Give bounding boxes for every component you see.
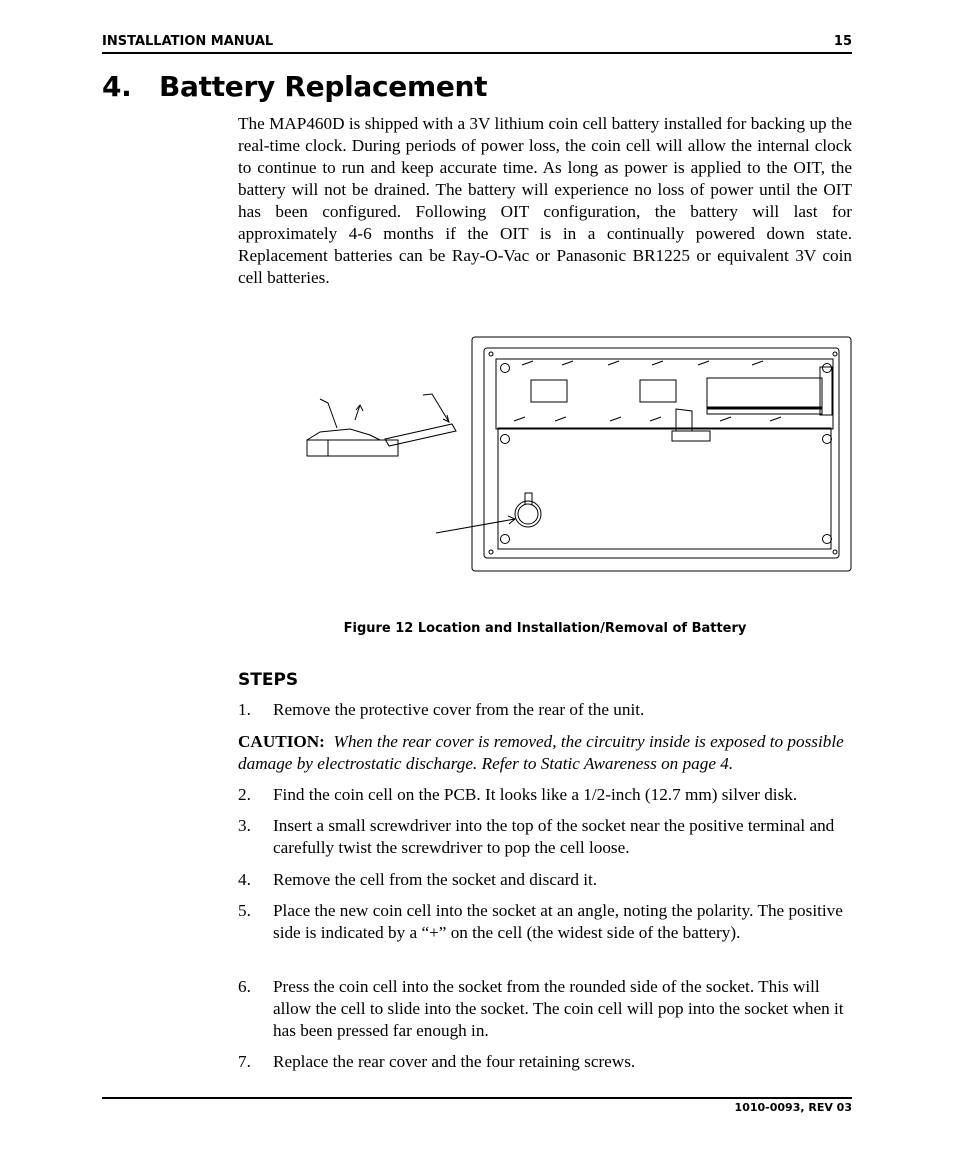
coin-cell-detail xyxy=(307,394,456,456)
step-text: Press the coin cell into the socket from the rounded side of the socket. This will allow the cell to slide into the socket. The coin cell will pop into the socket when it has been pressed far enough in. xyxy=(273,977,844,1040)
battery-location-figure xyxy=(300,335,854,575)
step-number: 1. xyxy=(238,700,251,719)
intro-paragraph: The MAP460D is shipped with a 3V lithium coin cell battery installed for backing up the real-time clock. During periods of power loss, the coin cell will allow the internal clock to continue to run and keep accurate time. As long as power is applied to the OIT, the battery will not be drained. The battery will experience no loss of power until the OIT has been configured. Following OIT configuration, the battery will last for approximately 4-6 months if the OIT is in a continually powered down state. Replacement batteries can be Ray-O-Vac or Panasonic BR1225 or equivalent 3V coin cell batteries. xyxy=(238,114,852,287)
step-text: Remove the cell from the socket and discard it. xyxy=(273,870,598,889)
header-rule xyxy=(102,52,852,54)
oit-rear-panel xyxy=(436,337,851,571)
section-title xyxy=(102,70,487,103)
step-text: Replace the rear cover and the four retaining screws. xyxy=(273,1052,636,1071)
step-number: 6. xyxy=(238,977,251,996)
step-text: Insert a small screwdriver into the top of the socket near the positive terminal and carefully twist the screwdriver to pop the cell loose. xyxy=(273,816,835,857)
page-header xyxy=(102,34,852,52)
section-number: 4. xyxy=(102,70,132,103)
step-number: 4. xyxy=(238,870,251,889)
step-text: Remove the protective cover from the rear of the unit. xyxy=(273,700,645,719)
caution-label: CAUTION: xyxy=(238,732,325,751)
step-number: 3. xyxy=(238,816,251,835)
step-number: 5. xyxy=(238,901,251,920)
document-number: 1010-0093, REV 03 xyxy=(734,1101,852,1114)
steps-heading: STEPS xyxy=(238,670,299,690)
step-text: Find the coin cell on the PCB. It looks like a 1/2-inch (12.7 mm) silver disk. xyxy=(273,785,798,804)
caution-note xyxy=(238,731,852,775)
step-number: 7. xyxy=(238,1052,251,1071)
header-title: INSTALLATION MANUAL xyxy=(102,34,274,49)
step-text: Place the new coin cell into the socket at an angle, noting the polarity. The positive side is indicated by a “+” on the cell (the widest side of the battery). xyxy=(273,901,843,942)
page-number: 15 xyxy=(833,34,852,49)
section-title-text: Battery Replacement xyxy=(159,70,488,103)
figure-caption: Figure 12 Location and Installation/Removal of Battery xyxy=(343,621,747,636)
step-number: 2. xyxy=(238,785,251,804)
footer-rule xyxy=(102,1097,852,1099)
caution-text: When the rear cover is removed, the circuitry inside is exposed to possible damage by electrostatic discharge. Refer to Static Awareness on page 4. xyxy=(238,732,844,773)
